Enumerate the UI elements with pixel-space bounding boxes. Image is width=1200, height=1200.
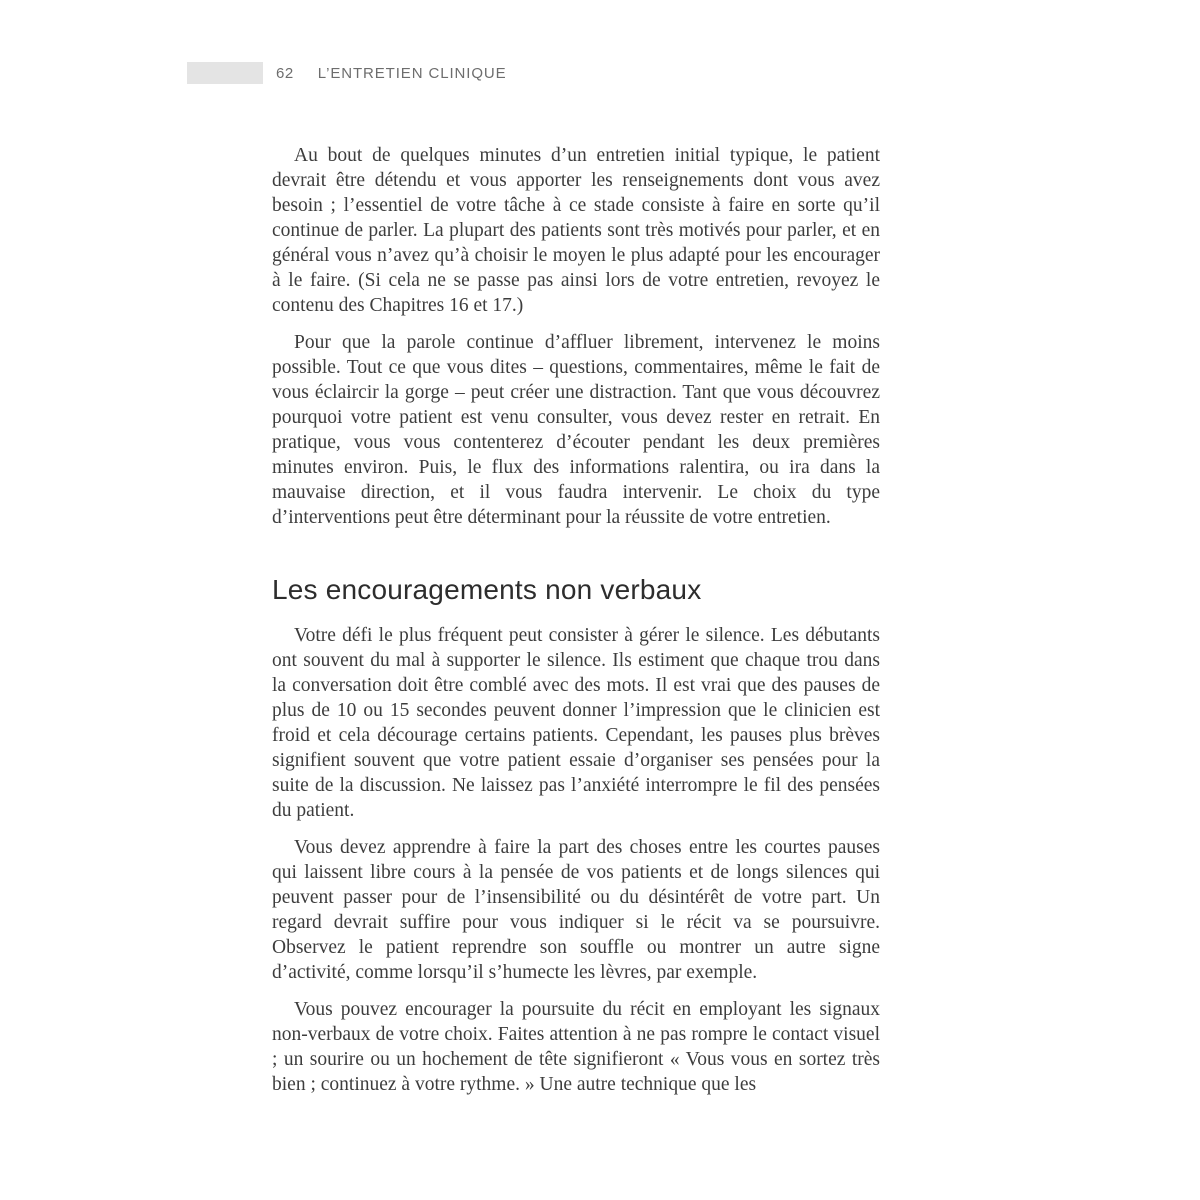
section-paragraph-2: Vous devez apprendre à faire la part des choses entre les courtes pauses qui laissent libre cours à la pensée de vos patients et de longs silences qui peuvent passer pour de l’insensibilité ou du désintérêt de votre part. Un regard devrait suffire pour vous indiquer si le récit va se poursuivre. Observez le patient reprendre son souffle ou montrer un autre signe d’activité, comme lorsqu’il s’humecte les lèvres, par exemple. (272, 837, 880, 983)
header-decoration-box (187, 62, 263, 84)
section-paragraph-1: Votre défi le plus fréquent peut consister à gérer le silence. Les débutants ont souvent du mal à supporter le silence. Ils estiment que chaque trou dans la conversation doit être comblé avec des mots. Il est vrai que des pauses de plus de 10 ou 15 secondes peuvent donner l’impression que le clinicien est froid et cela décourage certains patients. Cependant, les pauses plus brèves signifient souvent que votre patient essaie d’organiser ses pensées pour la suite de la discussion. Ne laissez pas l’anxiété interrompre le fil des pensées du patient. (272, 625, 880, 821)
page-body (272, 143, 880, 1109)
running-title: L’ENTRETIEN CLINIQUE (317, 64, 507, 82)
intro-paragraph-2: Pour que la parole continue d’affluer librement, intervenez le moins possible. Tout ce que vous dites – questions, commentaires, même le fait de vous éclaircir la gorge – peut créer une distraction. Tant que vous découvrez pourquoi votre patient est venu consulter, vous devez rester en retrait. En pratique, vous vous contenterez d’écouter pendant les deux premières minutes environ. Puis, le flux des informations ralentira, ou ira dans la mauvaise direction, et il vous faudra intervenir. Le choix du type d’interventions peut être déterminant pour la réussite de votre entretien. (272, 332, 880, 528)
running-header (187, 61, 507, 85)
page-number: 62 (276, 64, 294, 82)
section-paragraph-3: Vous pouvez encourager la poursuite du récit en employant les signaux non-verbaux de votre choix. Faites attention à ne pas rompre le contact visuel ; un sourire ou un hochement de tête signifieront « Vous vous en sortez très bien ; continuez à votre rythme. » Une autre technique que les (272, 999, 880, 1095)
section-heading: Les encouragements non verbaux (272, 574, 702, 605)
intro-paragraph-1: Au bout de quelques minutes d’un entretien initial typique, le patient devrait être détendu et vous apporter les renseignements dont vous avez besoin ; l’essentiel de votre tâche à ce stade consiste à faire en sorte qu’il continue de parler. La plupart des patients sont très motivés pour parler, et en général vous n’avez qu’à choisir le moyen le plus adapté pour les encourager à le faire. (Si cela ne se passe pas ainsi lors de votre entretien, revoyez le contenu des Chapitres 16 et 17.) (272, 145, 880, 316)
